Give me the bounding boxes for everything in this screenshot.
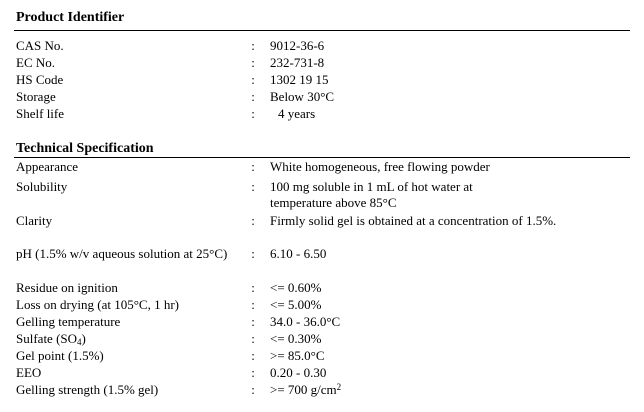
row-value: 6.10 - 6.50 — [270, 246, 327, 261]
technical-specification-heading: Technical Specification — [16, 141, 154, 156]
row-label: Gelling temperature — [16, 314, 121, 329]
row-label: Solubility — [16, 179, 68, 194]
row-separator: : — [251, 55, 255, 70]
row-label: Appearance — [16, 159, 79, 174]
row-value — [270, 382, 580, 398]
row-label: EEO — [16, 365, 42, 380]
row-value: 0.20 - 0.30 — [270, 365, 327, 380]
row-label: EC No. — [16, 55, 55, 70]
label-text-end: ) — [81, 331, 86, 346]
row-separator: : — [251, 246, 255, 261]
row-label: Residue on ignition — [16, 280, 118, 295]
value-text: >= 700 g/cm — [270, 382, 337, 397]
product-identifier-heading: Product Identifier — [16, 10, 125, 25]
row-separator: : — [251, 106, 255, 121]
row-separator: : — [251, 159, 255, 174]
row-separator: : — [251, 72, 255, 87]
row-separator: : — [251, 280, 255, 295]
row-value: Firmly solid gel is obtained at a concentration of 1.5%. — [270, 213, 557, 228]
row-value: 1302 19 15 — [270, 72, 329, 87]
row-separator: : — [251, 348, 255, 363]
row-value: >= 85.0°C — [270, 348, 325, 363]
label-text: Sulfate (SO — [16, 331, 78, 346]
row-label: Loss on drying (at 105°C, 1 hr) — [16, 297, 179, 312]
technical-specification-divider — [14, 157, 630, 158]
row-value: <= 5.00% — [270, 297, 322, 312]
row-separator: : — [251, 213, 255, 228]
row-separator: : — [251, 38, 255, 53]
row-value: Below 30°C — [270, 89, 335, 104]
row-value: 100 mg soluble in 1 mL of hot water at temperature above 85°C — [270, 179, 473, 210]
row-separator: : — [251, 331, 255, 346]
row-separator: : — [251, 297, 255, 312]
row-value: 34.0 - 36.0°C — [270, 314, 341, 329]
row-separator: : — [251, 382, 255, 397]
row-separator: : — [251, 365, 255, 380]
row-label: HS Code — [16, 72, 64, 87]
row-value: 232-731-8 — [270, 55, 325, 70]
row-label: Storage — [16, 89, 56, 104]
row-separator: : — [251, 89, 255, 104]
row-value: White homogeneous, free flowing powder — [270, 159, 490, 174]
row-label: Clarity — [16, 213, 53, 228]
row-label: Shelf life — [16, 106, 65, 121]
row-label: CAS No. — [16, 38, 64, 53]
row-label: pH (1.5% w/v aqueous solution at 25°C) — [16, 246, 228, 261]
label-subscript: 4 — [77, 337, 82, 347]
row-value: <= 0.60% — [270, 280, 322, 295]
product-identifier-divider — [14, 30, 630, 31]
row-label — [16, 331, 226, 347]
row-value: 4 years — [278, 106, 316, 121]
value-superscript: 2 — [336, 382, 342, 392]
row-separator: : — [251, 314, 255, 329]
row-value: 9012-36-6 — [270, 38, 325, 53]
row-label: Gelling strength (1.5% gel) — [16, 382, 159, 397]
row-value: <= 0.30% — [270, 331, 322, 346]
row-separator: : — [251, 179, 255, 194]
row-label: Gel point (1.5%) — [16, 348, 104, 363]
